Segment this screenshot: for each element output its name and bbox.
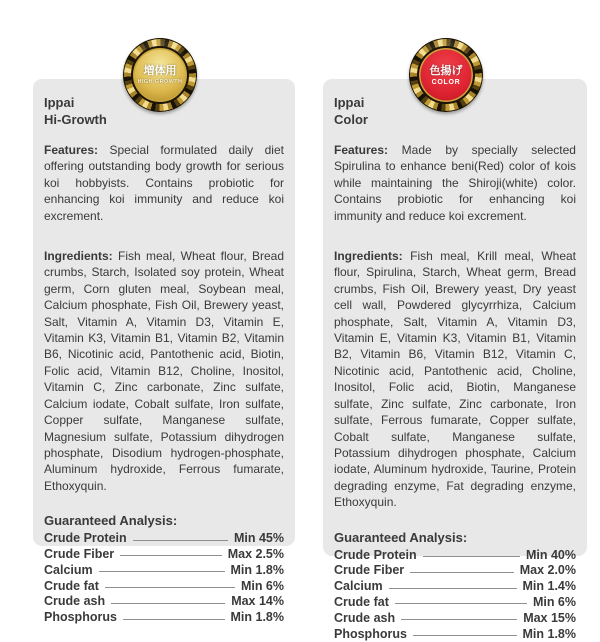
product-panel-hi-growth bbox=[33, 79, 295, 625]
analysis-row bbox=[334, 548, 576, 564]
analysis-row bbox=[44, 547, 284, 563]
ingredients-paragraph bbox=[334, 248, 576, 511]
badge-jp-text: 色揚げ bbox=[429, 64, 463, 77]
color-medal-icon bbox=[409, 38, 483, 112]
analysis-row-label: Crude Protein bbox=[334, 547, 417, 562]
leader-line bbox=[99, 571, 225, 572]
analysis-row-label: Crude Fiber bbox=[44, 546, 115, 561]
leader-line bbox=[105, 587, 235, 588]
analysis-row bbox=[334, 563, 576, 579]
features-paragraph bbox=[44, 142, 284, 224]
analysis-heading: Guaranteed Analysis: bbox=[44, 513, 178, 529]
analysis-row-value: Max 15% bbox=[523, 610, 576, 625]
color-medal-center bbox=[417, 46, 475, 104]
leader-line bbox=[123, 619, 225, 620]
product-variant: Color bbox=[334, 112, 368, 127]
guaranteed-analysis bbox=[44, 513, 284, 626]
analysis-row-value: Max 14% bbox=[231, 594, 284, 609]
analysis-row-label: Crude Fiber bbox=[334, 563, 405, 578]
analysis-row-label: Crude Protein bbox=[44, 531, 127, 546]
leader-line bbox=[413, 635, 517, 636]
leader-line bbox=[133, 540, 228, 541]
analysis-row-value: Min 1.4% bbox=[522, 579, 576, 594]
hi-growth-medal-center bbox=[131, 46, 189, 104]
ingredients-label: Ingredients: bbox=[44, 249, 113, 264]
badge-jp-text: 増体用 bbox=[143, 65, 177, 77]
guaranteed-analysis bbox=[334, 530, 576, 642]
product-brand: Ippai bbox=[44, 95, 75, 110]
features-text: Special formulated daily diet offering outstanding body growth for serious koi hobbyists. Contains probiotic for enhancing koi immunity and reduce koi excrement. bbox=[44, 143, 284, 223]
features-label: Features: bbox=[334, 143, 389, 157]
analysis-row-value: Min 6% bbox=[532, 594, 576, 609]
analysis-row-value: Max 2.5% bbox=[227, 546, 284, 561]
analysis-row bbox=[334, 595, 576, 611]
analysis-row-label: Crude fat bbox=[44, 578, 99, 593]
analysis-row-value: Min 1.8% bbox=[230, 562, 284, 577]
product-panel-color bbox=[323, 79, 587, 641]
ingredients-text: Fish meal, Krill meal, Wheat flour, Spirulina, Starch, Wheat germ, Bread crumbs, Fish Oil, Brewery yeast, Dry yeast cell wall, Powdered glycyrrhiza, Calcium phosphate, Salt, Vitamin A, Vitamin D3, Vitamin E, Vitamin K3, Vitamin B1, Vitamin B2, Vitamin B6, Vitamin B12, Vitamin C, Nicotinic acid, Pantothenic acid, Choline, Inositol, Folic acid, Biotin, Manganese sulfate, Zinc sulfate, Zinc carbonate, Iron sulfate, Ferrous fumarate, Copper sulfate, Cobalt sulfate, Manganese sulfate, Potassium dihydrogen phosphate, Calcium iodate, Aluminum hydroxide, Taurine, Protein degrading enzyme, Fat degrading enzyme, Ethoxyquin. bbox=[334, 249, 577, 510]
analysis-row-value: Max 2.0% bbox=[519, 563, 576, 578]
analysis-row bbox=[44, 579, 284, 595]
features-paragraph bbox=[334, 142, 576, 224]
ingredients-text: Fish meal, Wheat flour, Bread crumbs, Starch, Isolated soy protein, Wheat germ, Corn gluten meal, Soybean meal, Calcium phosphate, Fish Oil, Brewery yeast, Salt, Vitamin A, Vitamin D3, Vitamin E, Vitamin K3, Vitamin B1, Vitamin B2, Vitamin B6, Nicotinic acid, Pantothenic acid, Biotin, Folic acid, Vitamin B12, Choline, Inositol, Vitamin C, Zinc carbonate, Zinc sulfate, Calcium iodate, Cobalt sulfate, Iron sulfate, Copper sulfate, Manganese sulfate, Magnesium sulfate, Potassium dihydrogen phosphate, Disodium hydrogen-phosphate, Aluminum hydroxide, Ferrous fumarate, Ethoxyquin. bbox=[44, 249, 284, 493]
analysis-row-label: Calcium bbox=[44, 562, 93, 577]
analysis-row-value: Min 1.8% bbox=[522, 626, 576, 641]
analysis-row bbox=[334, 611, 576, 627]
analysis-row bbox=[334, 627, 576, 642]
analysis-row bbox=[44, 610, 284, 626]
hi-growth-medal-icon bbox=[123, 38, 197, 112]
analysis-row-value: Min 1.8% bbox=[230, 610, 284, 625]
ingredients-label: Ingredients: bbox=[334, 249, 403, 264]
analysis-row bbox=[44, 563, 284, 579]
leader-line bbox=[389, 588, 517, 589]
leader-line bbox=[120, 555, 222, 556]
analysis-row-label: Crude ash bbox=[44, 594, 106, 609]
analysis-row-label: Crude ash bbox=[334, 610, 396, 625]
product-brand: Ippai bbox=[334, 95, 365, 110]
features-label: Features: bbox=[44, 143, 99, 157]
ingredients-paragraph bbox=[44, 248, 284, 494]
analysis-row-label: Phosphorus bbox=[44, 610, 117, 625]
badge-en-text: COLOR bbox=[431, 78, 461, 86]
analysis-row-value: Min 6% bbox=[240, 578, 284, 593]
leader-line bbox=[395, 603, 527, 604]
badge-en-text: HIGH GROWTH bbox=[137, 79, 183, 85]
product-variant: Hi-Growth bbox=[44, 112, 107, 127]
analysis-row-label: Crude fat bbox=[334, 594, 389, 609]
leader-line bbox=[410, 572, 514, 573]
analysis-row bbox=[44, 531, 284, 547]
analysis-row bbox=[44, 594, 284, 610]
analysis-row-value: Min 45% bbox=[233, 531, 284, 546]
analysis-row-value: Min 40% bbox=[525, 547, 576, 562]
analysis-row-label: Calcium bbox=[334, 579, 383, 594]
analysis-row bbox=[334, 579, 576, 595]
analysis-heading: Guaranteed Analysis: bbox=[334, 529, 468, 545]
leader-line bbox=[111, 603, 225, 604]
leader-line bbox=[423, 556, 520, 557]
features-text: Made by specially selected Spirulina to enhance beni(Red) color of kois while maintaining the Shiroji(white) color. Contains probiotic for enhancing koi immunity and reduce koi excrement. bbox=[334, 143, 576, 223]
analysis-row-label: Phosphorus bbox=[334, 626, 407, 641]
leader-line bbox=[401, 619, 517, 620]
